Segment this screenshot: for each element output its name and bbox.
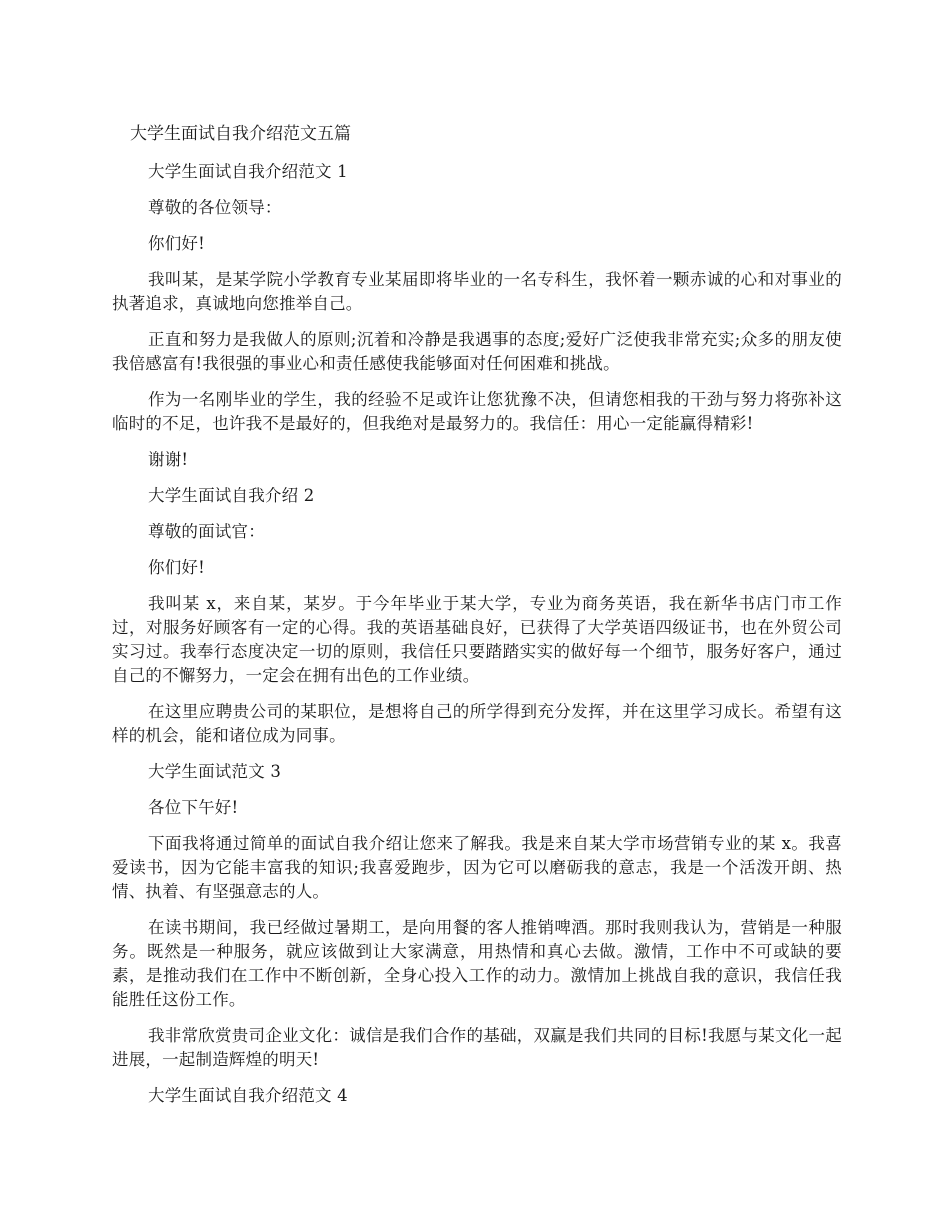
section-heading-4: 大学生面试自我介绍范文 4 [148,1086,348,1105]
body-paragraph: 我叫某，是某学院小学教育专业某届即将毕业的一名专科生，我怀着一颗赤诚的心和对事业的执著追求，真诚地向您推举自己。 [112,270,842,313]
body-paragraph: 正直和努力是我做人的原则;沉着和冷静是我遇事的态度;爱好广泛使我非常充实;众多的朋友使我倍感富有!我很强的事业心和责任感使我能够面对任何困难和挑战。 [112,330,842,373]
greeting: 各位下午好! [148,798,239,817]
greeting: 你们好! [148,558,205,577]
body-paragraph: 我非常欣赏贵司企业文化：诚信是我们合作的基础，双赢是我们共同的目标!我愿与某文化一起进展，一起制造辉煌的明天! [112,1026,842,1069]
document-page [112,122,842,1120]
section-heading-2: 大学生面试自我介绍 2 [148,486,315,505]
closing: 谢谢! [148,450,189,469]
salutation: 尊敬的面试官： [148,522,265,541]
document-title: 大学生面试自我介绍范文五篇 [130,124,351,144]
body-paragraph: 作为一名刚毕业的学生，我的经验不足或许让您犹豫不决，但请您相我的干劲与努力将弥补这临时的不足，也许我不是最好的，但我绝对是最努力的。我信任：用心一定能赢得精彩! [112,390,842,433]
body-paragraph: 我叫某 x，来自某，某岁。于今年毕业于某大学，专业为商务英语，我在新华书店门市工作过，对服务好顾客有一定的心得。我的英语基础良好，已获得了大学英语四级证书，也在外贸公司实习过。我奉行态度决定一切的原则，我信任只要踏踏实实的做好每一个细节，服务好客户，通过自己的不懈努力，一定会在拥有出色的工作业绩。 [112,594,842,685]
body-paragraph: 在这里应聘贵公司的某职位，是想将自己的所学得到充分发挥，并在这里学习成长。希望有这样的机会，能和诸位成为同事。 [112,702,842,745]
greeting: 你们好! [148,234,205,253]
section-heading-3: 大学生面试范文 3 [148,762,282,781]
salutation: 尊敬的各位领导： [148,198,282,217]
body-paragraph: 下面我将通过简单的面试自我介绍让您来了解我。我是来自某大学市场营销专业的某 x。我喜爱读书，因为它能丰富我的知识;我喜爱跑步，因为它可以磨砺我的意志，我是一个活泼开朗、热情、执着、有坚强意志的人。 [112,834,842,901]
body-paragraph: 在读书期间，我已经做过暑期工，是向用餐的客人推销啤酒。那时我则我认为，营销是一种服务。既然是一种服务，就应该做到让大家满意，用热情和真心去做。激情，工作中不可或缺的要素，是推动我们在工作中不断创新，全身心投入工作的动力。激情加上挑战自我的意识，我信任我能胜任这份工作。 [112,918,842,1009]
section-heading-1: 大学生面试自我介绍范文 1 [148,162,348,181]
